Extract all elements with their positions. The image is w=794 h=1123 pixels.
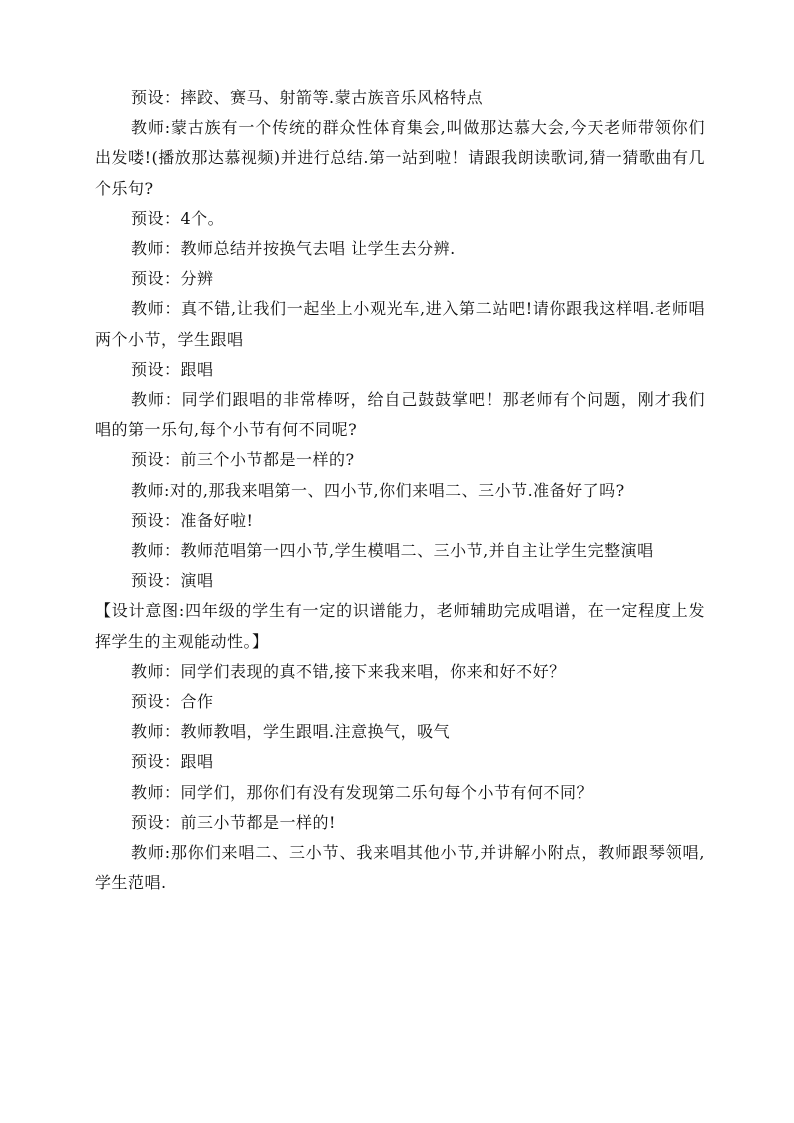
- paragraph-21: 教师:那你们来唱二、三小节、我来唱其他小节,并讲解小附点，教师跟琴领唱,学生范唱.: [95, 843, 705, 893]
- paragraph-10: 教师:对的,那我来唱第一、四小节,你们来唱二、三小节.准备好了吗?: [131, 480, 625, 500]
- paragraph-18: 预设：跟唱: [131, 752, 214, 772]
- paragraph-6: 教师：真不错,让我们一起坐上小观光车,进入第二站吧!请你跟我这样唱.老师唱两个小节，学生跟唱: [95, 299, 705, 349]
- paragraph-20: 预设：前三小节都是一样的!: [131, 812, 336, 832]
- paragraph-17: 教师：教师教唱，学生跟唱.注意换气，吸气: [131, 722, 451, 742]
- paragraph-8: 教师：同学们跟唱的非常棒呀，给自己鼓鼓掌吧！那老师有个问题，刚才我们唱的第一乐句,每个小节有何不同呢?: [95, 390, 705, 440]
- paragraph-15: 教师：同学们表现的真不错,接下来我来唱，你来和好不好？: [131, 661, 566, 681]
- paragraph-12: 教师：教师范唱第一四小节,学生模唱二、三小节,并自主让学生完整演唱: [131, 541, 654, 561]
- paragraph-4: 教师：教师总结并按换气去唱 让学生去分辨.: [131, 239, 456, 259]
- paragraph-7: 预设：跟唱: [131, 359, 214, 379]
- paragraph-3: 预设：4个。: [131, 208, 225, 228]
- paragraph-5: 预设：分辨: [131, 269, 214, 289]
- paragraph-1: 预设：摔跤、赛马、射箭等.蒙古族音乐风格特点: [131, 88, 484, 107]
- design-intent-paragraph: 【设计意图:四年级的学生有一定的识谱能力，老师辅助完成唱谱，在一定程度上发挥学生的主观能动性。】: [95, 601, 705, 651]
- document-body: [95, 83, 705, 898]
- paragraph-16: 预设：合作: [131, 692, 214, 712]
- paragraph-13: 预设：演唱: [131, 571, 214, 591]
- paragraph-9: 预设：前三个小节都是一样的?: [131, 450, 355, 470]
- paragraph-11: 预设：准备好啦!: [131, 510, 254, 530]
- paragraph-2: 教师:蒙古族有一个传统的群众性体育集会,叫做那达慕大会,今天老师带领你们出发喽!(播放那达慕视频)并进行总结.第一站到啦！请跟我朗读歌词,猜一猜歌曲有几个乐句?: [95, 118, 705, 198]
- paragraph-19: 教师：同学们，那你们有没有发现第二乐句每个小节有何不同？: [131, 782, 594, 802]
